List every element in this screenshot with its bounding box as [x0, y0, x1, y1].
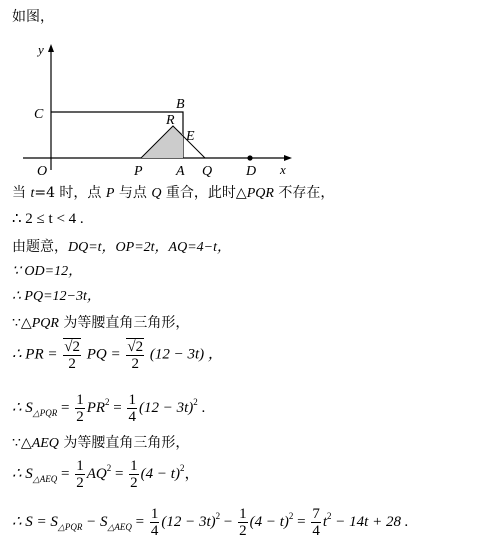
intro-text: 如图，: [12, 9, 54, 25]
line-3: 由题意，DQ=t，OP=2t，AQ=4−t，: [12, 239, 232, 255]
y-axis-arrow: [48, 44, 54, 52]
label-q: Q: [202, 164, 213, 179]
x-axis-arrow: [284, 155, 292, 161]
line-2: ∴ 2 ≤ t < 4 .: [12, 211, 84, 227]
line-10: ∴ $S_{\triangle AEQ}$ = $\frac{1}{2}$ $AQ^2$ = $\frac{1}{2}$ $(4 - t)^2$，: [12, 458, 200, 491]
line-7: ∴ PR = $\frac{√2}{2}$ PQ = $\frac{√2}{2}$ (12 − 3t) ，: [12, 339, 223, 372]
label-a: A: [176, 164, 185, 179]
line-11: ∴ $S = S_{\triangle PQR} - S_{\triangle AEQ}$ = $\frac{1}{4}$ $(12 - 3t)^2$ − $\frac{1}{2}$ $(4 - t)^2$ = $\frac{7}{4}$ $t^2 - 14t + 28$ .: [12, 506, 409, 539]
geometry-figure: [18, 42, 318, 182]
line-9: ∵△AEQ 为等腰直角三角形，: [12, 435, 190, 451]
label-c: C: [34, 107, 44, 122]
label-d: D: [246, 164, 257, 179]
label-x: x: [280, 162, 286, 177]
shaded-region: [141, 126, 183, 158]
label-e: E: [186, 129, 195, 144]
label-r: R: [166, 113, 175, 128]
point-d: [247, 155, 252, 160]
label-y: y: [38, 42, 44, 57]
label-o: O: [37, 164, 48, 179]
line-4: ∵ OD=12，: [12, 264, 83, 279]
line-5: ∴ PQ=12−3t，: [12, 289, 101, 304]
label-b: B: [176, 97, 185, 112]
label-p: P: [134, 164, 143, 179]
line-6: ∵△PQR 为等腰直角三角形，: [12, 315, 190, 331]
line-8: ∴ $S_{\triangle PQR}$ = $\frac{1}{2}$ $PR^2$ = $\frac{1}{4}$ $(12 - 3t)^2$ .: [12, 392, 206, 425]
line-1: 当 t=4 时，点 P 与点 Q 重合，此时△PQR 不存在，: [12, 185, 335, 201]
